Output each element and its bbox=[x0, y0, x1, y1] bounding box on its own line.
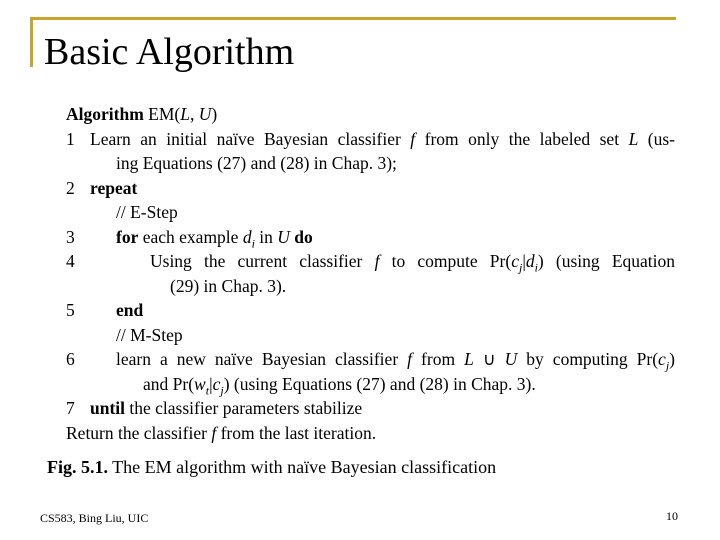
keyword-until: until bbox=[90, 398, 126, 418]
text-segment: | bbox=[522, 251, 526, 271]
var-U: U bbox=[198, 104, 212, 124]
line-text: (29) in Chap. 3). bbox=[170, 275, 287, 296]
var-L: L bbox=[464, 349, 474, 369]
subscript-i: i bbox=[534, 260, 538, 275]
page-number: 10 bbox=[666, 509, 678, 523]
algorithm-line-6 bbox=[66, 347, 681, 372]
heading-close: ) bbox=[211, 104, 218, 124]
var-U: U bbox=[504, 349, 518, 369]
subscript-t: t bbox=[205, 383, 210, 397]
algorithm-line-5 bbox=[66, 298, 681, 323]
line-number: 7 bbox=[66, 398, 75, 418]
var-f: f bbox=[407, 349, 413, 369]
keyword-for: for bbox=[116, 226, 139, 247]
footer-credit: CS583, Bing Liu, UIC bbox=[40, 511, 149, 525]
text-segment: by computing Pr( bbox=[517, 349, 659, 369]
caption-label: Fig. 5.1. bbox=[47, 457, 108, 477]
algorithm-line-2 bbox=[66, 176, 681, 201]
text-segment: Return the classifier bbox=[66, 422, 212, 443]
algorithm-line-1-continued bbox=[66, 151, 681, 176]
text-segment: from only the labeled set bbox=[415, 128, 629, 149]
var-c: c bbox=[511, 251, 519, 271]
subscript-i: i bbox=[251, 236, 255, 250]
text-segment: to compute Pr( bbox=[379, 251, 512, 271]
title-rule-horizontal bbox=[30, 17, 676, 20]
algorithm-line-4 bbox=[66, 249, 681, 274]
keyword-end: end bbox=[116, 300, 144, 320]
line-number: 5 bbox=[66, 300, 75, 320]
algorithm-line-4-continued bbox=[66, 274, 681, 299]
line-number: 3 bbox=[66, 226, 75, 247]
var-L: L bbox=[628, 128, 639, 149]
text-segment: the classifier parameters stabilize bbox=[125, 398, 363, 418]
algorithm-heading bbox=[66, 102, 681, 127]
var-f: f bbox=[374, 251, 380, 271]
var-c: c bbox=[658, 349, 666, 369]
text-segment: Learn an initial naïve Bayesian classifier bbox=[90, 128, 411, 149]
text-segment: | bbox=[209, 373, 213, 394]
algorithm-line-1 bbox=[66, 127, 681, 152]
line-text bbox=[66, 421, 376, 446]
subscript-j: j bbox=[665, 358, 670, 373]
text-segment: each example bbox=[138, 226, 243, 247]
algorithm-figure bbox=[66, 102, 681, 445]
algorithm-comment-mstep bbox=[66, 323, 681, 348]
var-f: f bbox=[410, 128, 416, 149]
text-segment: in bbox=[254, 226, 278, 247]
var-f: f bbox=[211, 422, 217, 443]
line-number: 1 bbox=[66, 128, 75, 149]
text-segment: ) (using Equations (27) and (28) in Chap. 3). bbox=[223, 373, 536, 394]
union-symbol: ∪ bbox=[473, 349, 505, 369]
text-segment: ) bbox=[669, 349, 675, 369]
text-segment: from bbox=[412, 349, 465, 369]
algorithm-name: EM( bbox=[148, 104, 181, 124]
subscript-j: j bbox=[518, 260, 523, 275]
var-w: w bbox=[194, 373, 206, 394]
line-text bbox=[90, 396, 362, 421]
comment-text: // E-Step bbox=[116, 202, 178, 222]
figure-caption bbox=[47, 455, 496, 479]
var-c: c bbox=[212, 373, 221, 394]
var-d: d bbox=[242, 226, 252, 247]
text-segment: from the last iteration. bbox=[216, 422, 377, 443]
text-segment: Using the current classifier bbox=[150, 251, 375, 271]
algorithm-line-3 bbox=[66, 225, 681, 250]
var-L: L bbox=[180, 104, 190, 124]
comment-text: // M-Step bbox=[116, 324, 183, 345]
text-segment: and Pr( bbox=[143, 373, 195, 394]
text-segment: ) (using Equation bbox=[537, 251, 676, 271]
line-number: 4 bbox=[66, 251, 75, 271]
algorithm-comment-estep bbox=[66, 200, 681, 225]
algorithm-return-line bbox=[66, 421, 681, 446]
text-segment: learn a new naïve Bayesian classifier bbox=[116, 349, 408, 369]
line-number: 2 bbox=[66, 177, 75, 198]
line-number: 6 bbox=[66, 349, 75, 369]
heading-separator: , bbox=[189, 104, 199, 124]
algorithm-line-7 bbox=[66, 396, 681, 421]
var-d: d bbox=[525, 251, 535, 271]
caption-text: The EM algorithm with naïve Bayesian classification bbox=[108, 457, 497, 477]
var-U: U bbox=[277, 226, 290, 247]
text-segment: (us- bbox=[638, 128, 675, 149]
keyword-repeat: repeat bbox=[90, 177, 138, 198]
line-text: ing Equations (27) and (28) in Chap. 3); bbox=[116, 153, 397, 173]
algorithm-line-6-continued bbox=[66, 372, 681, 397]
keyword-do: do bbox=[289, 226, 313, 247]
title-rule-vertical bbox=[30, 17, 33, 67]
line-text bbox=[90, 127, 675, 152]
algorithm-keyword: Algorithm bbox=[66, 104, 144, 124]
slide-title: Basic Algorithm bbox=[44, 31, 295, 73]
subscript-j: j bbox=[220, 383, 224, 397]
